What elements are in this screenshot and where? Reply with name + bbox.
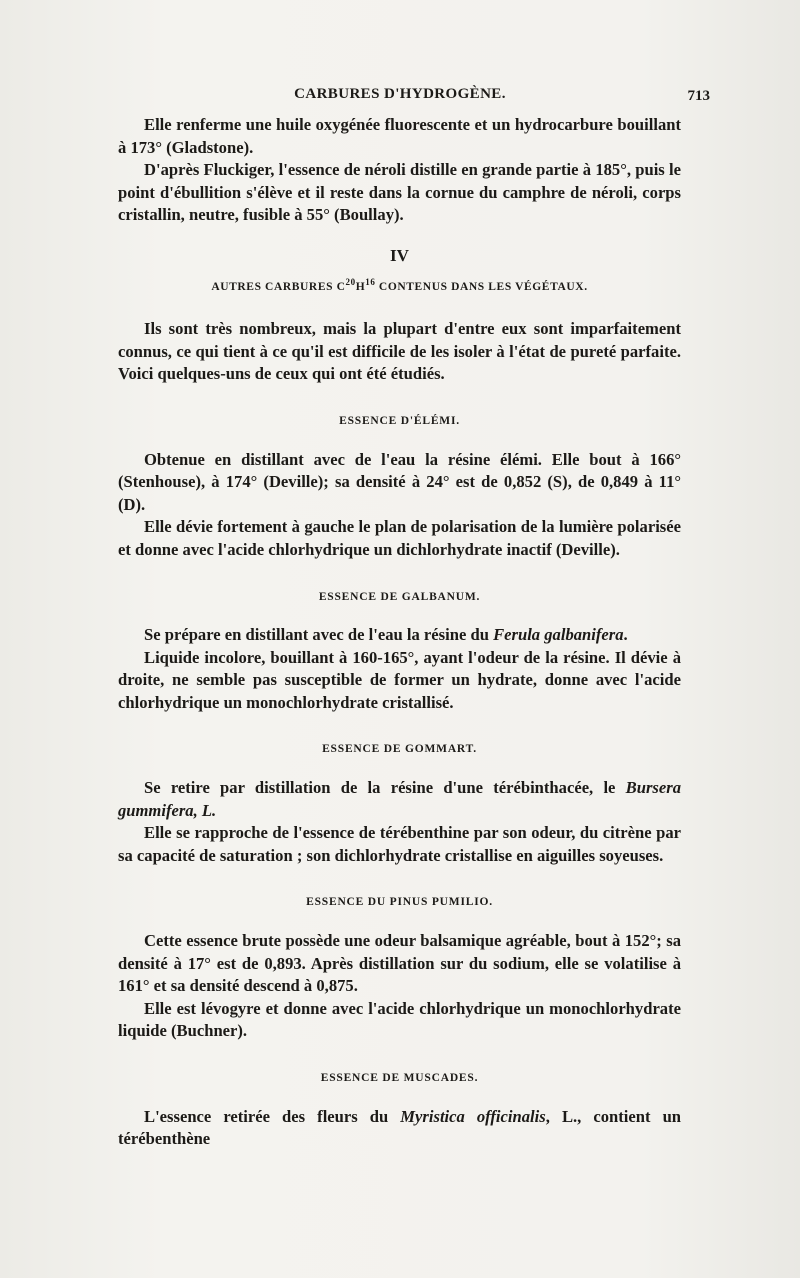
section-number: IV <box>390 245 409 265</box>
paragraph: Cette essence brute possède une odeur balsamique agréable, bout à 152°; sa densité à 17° est de 0,893. Après distillation sur du sodium, elle se volatilise à 161° et sa densité descend à 0,875. <box>118 931 681 996</box>
text-run: Se prépare en distillant avec de l'eau la résine du <box>144 625 494 645</box>
species-name: Myristica officinalis <box>400 1106 546 1126</box>
text-run: . <box>623 625 628 645</box>
subsection-heading: ESSENCE DU PINUS PUMILIO. <box>306 896 493 909</box>
paragraph: Elle renferme une huile oxygénée fluorescente et un hydrocarbure bouillant à 173° (Gladstone). <box>118 115 681 157</box>
section-title-part: H <box>355 280 366 293</box>
subsection-heading: ESSENCE DE GALBANUM. <box>318 590 481 603</box>
paragraph: Elle se rapproche de l'essence de térébenthine par son odeur, du citrène par sa capacité de saturation ; son dichlorhydrate cristallise en aiguilles soyeuses. <box>118 823 681 865</box>
section-title-part: CONTENUS DANS LES VÉGÉTAUX. <box>375 280 588 293</box>
paragraph: Obtenue en distillant avec de l'eau la résine élémi. Elle bout à 166° (Stenhouse), à 174° (Deville); sa densité à 24° est de 0,852 (S), de 0,849 à 11° (D). <box>118 449 681 514</box>
section-title <box>118 276 681 299</box>
paragraph: Elle est lévogyre et donne avec l'acide chlorhydrique un monochlorhydrate liquide (Buchner). <box>118 998 681 1041</box>
subsection-heading: ESSENCE DE MUSCADES. <box>320 1072 479 1084</box>
species-name: Ferula galbanifera <box>493 625 624 645</box>
text-run: , L., contient un térébenthène <box>118 1106 682 1149</box>
running-head <box>0 86 800 110</box>
paragraph <box>118 624 681 647</box>
superscript: 20 <box>345 276 356 287</box>
subsection-heading: ESSENCE DE GOMMART. <box>322 743 477 756</box>
paragraph: Elle dévie fortement à gauche le plan de polarisation de la lumière polarisée et donne avec l'acide chlorhydrique un dichlorhydrate inactif (Deville). <box>118 517 681 559</box>
paragraph: Liquide incolore, bouillant à 160-165°, ayant l'odeur de la résine. Il dévie à droite, ne semble pas susceptible de former un hydrate, donne avec l'acide chlorhydrique un monochlorhydrate cristallisé. <box>118 647 681 712</box>
text-run: Se retire par distillation de la résine d'une térébinthacée, le <box>144 778 626 798</box>
paragraph: D'après Fluckiger, l'essence de néroli distille en grande partie à 185°, puis le point d'ébullition s'élève et il reste dans la cornue du camphre de néroli, corps cristallin, neutre, fusible à 55° (Boullay). <box>118 160 681 225</box>
superscript: 16 <box>365 276 376 287</box>
subsection-heading: ESSENCE D'ÉLÉMI. <box>339 414 460 427</box>
page-number: 713 <box>687 88 710 104</box>
running-title: CARBURES D'HYDROGÈNE. <box>294 86 506 102</box>
section-title-part: AUTRES CARBURES C <box>211 280 346 293</box>
paragraph <box>118 1106 681 1151</box>
species-name: Bursera gummifera, L. <box>118 778 681 820</box>
text-run: L'essence retirée des fleurs du <box>144 1106 401 1126</box>
body-text <box>118 114 681 1151</box>
paragraph <box>118 777 681 822</box>
paragraph: Ils sont très nombreux, mais la plupart d'entre eux sont imparfaitement connus, ce qui tient à ce qu'il est difficile de les isoler à l'état de pureté parfaite. Voici quelques-uns de ceux qui ont été étudiés. <box>118 319 681 384</box>
